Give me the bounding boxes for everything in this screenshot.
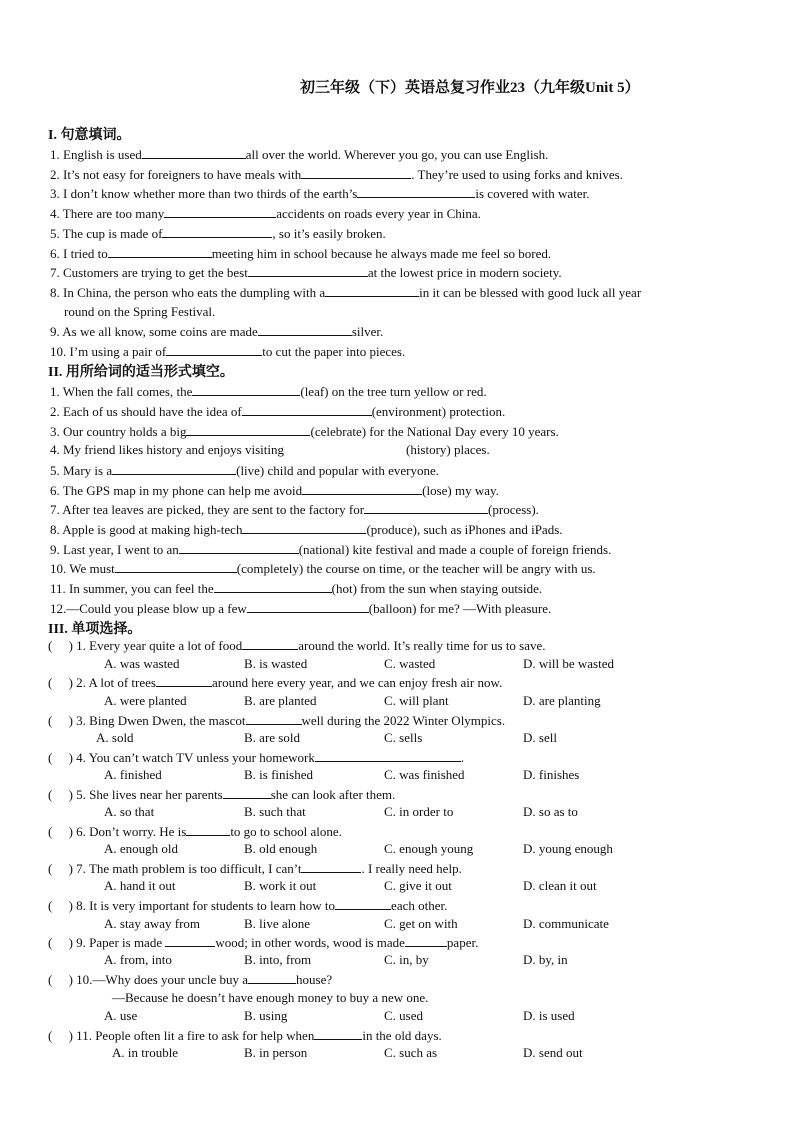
answer-blank[interactable] [115,559,237,573]
mc-q8-stem-end: each other. [391,898,448,913]
mc-q3 [48,711,505,730]
s1-item-3 [50,184,589,203]
s2-item-3-post: (celebrate) for the National Day every 10 years. [310,424,559,439]
s2-item-6-post: (lose) my way. [422,483,499,498]
mc-q5 [48,785,395,804]
answer-blank[interactable] [142,145,246,159]
mc-q8-option-b[interactable]: B. live alone [244,916,311,931]
answer-blank[interactable] [242,402,372,416]
s2-item-12-post: (balloon) for me? —With pleasure. [368,601,552,616]
section-3-heading: III. 单项选择。 [48,622,142,637]
mc-q6-option-c[interactable]: C. enough young [384,841,474,856]
s2-item-11 [50,579,542,598]
answer-blank[interactable] [179,540,299,554]
s2-item-7-pre: 7. After tea leaves are picked, they are sent to the factory for [50,502,365,517]
s1-item-9-post: silver. [351,324,384,339]
section-2-heading: II. 用所给词的适当形式填空。 [48,365,234,380]
mc-q11-option-c[interactable]: C. such as [384,1045,438,1060]
s2-item-6-pre: 6. The GPS map in my phone can help me avoid [50,483,303,498]
mc-q2-stem: ) 2. A lot of trees [68,675,156,690]
mc-q11-option-d[interactable]: D. send out [523,1045,583,1060]
mc-q6-option-b[interactable]: B. old enough [244,841,318,856]
mc-q8-stem: ) 8. It is very important for students to learn how to [68,898,336,913]
answer-blank[interactable] [258,322,352,336]
mc-q4-option-d[interactable]: D. finishes [523,767,580,782]
answer-blank [405,933,447,947]
s1-item-1 [50,145,548,164]
answer-paren[interactable]: ( [48,750,69,765]
answer-blank[interactable] [108,244,212,258]
s1-item-2 [50,165,623,184]
answer-paren[interactable]: ( [48,787,69,802]
answer-blank [301,859,361,873]
answer-blank[interactable] [166,342,262,356]
section-1-heading: I. 句意填词。 [48,128,131,143]
s2-item-8-post: (produce), such as iPhones and iPads. [366,522,563,537]
answer-paren[interactable]: ( [48,675,69,690]
mc-q7-option-a[interactable]: A. hand it out [104,878,176,893]
s1-item-2-post: . They’re used to using forks and knives. [411,167,623,182]
s2-item-11-post: (hot) from the sun when staying outside. [331,581,543,596]
s2-item-3 [50,422,559,441]
mc-q2-stem-end: around here every year, and we can enjoy fresh air now. [211,675,503,690]
s2-item-8 [50,520,563,539]
answer-blank [315,748,461,762]
mc-q10 [48,970,332,989]
mc-q10-stem-end: house? [296,972,333,987]
mc-q2-option-a[interactable]: A. were planted [104,693,187,708]
s2-item-4-pre: 4. My friend likes history and enjoys visiting [50,442,284,457]
answer-blank [242,636,298,650]
mc-q11-option-b[interactable]: B. in person [244,1045,308,1060]
s2-item-6 [50,481,499,500]
answer-blank [186,822,230,836]
s2-item-8-pre: 8. Apple is good at making high-tech [50,522,243,537]
s2-item-4-post: (history) places. [405,442,490,457]
answer-paren[interactable]: ( [48,972,69,987]
mc-q9-stem: ) 9. Paper is made [68,935,163,950]
mc-q9-stem-middle: wood; in other words, wood is made [215,935,405,950]
mc-q1-option-b[interactable]: B. is wasted [244,656,308,671]
mc-q1-option-d[interactable]: D. will be wasted [523,656,614,671]
answer-paren[interactable]: ( [48,861,69,876]
s2-item-10-pre: 10. We must [50,561,115,576]
s1-item-1-pre: 1. English is used [50,147,142,162]
s1-item-10-post: to cut the paper into pieces. [262,344,406,359]
mc-q2 [48,673,502,692]
s1-item-2-pre: 2. It’s not easy for foreigners to have meals with [50,167,302,182]
mc-q7-option-b[interactable]: B. work it out [244,878,317,893]
mc-q9-stem-end: paper. [446,935,479,950]
s2-item-4 [50,441,490,459]
s2-item-1-pre: 1. When the fall comes, the [50,384,193,399]
mc-q10-stem: ) 10.—Why does your uncle buy a [68,972,249,987]
mc-q7-option-d[interactable]: D. clean it out [523,878,597,893]
s1-item-5-pre: 5. The cup is made of [50,226,163,241]
mc-q10-option-c[interactable]: C. used [384,1008,423,1023]
mc-q4-stem-end: . [460,750,465,765]
s1-item-8-pre: 8. In China, the person who eats the dumpling with a [50,285,326,300]
answer-paren[interactable]: ( [48,638,69,653]
answer-paren[interactable]: ( [48,713,69,728]
mc-q3-stem-end: well during the 2022 Winter Olympics. [301,713,506,728]
s2-item-2 [50,402,505,421]
s1-item-7-post: at the lowest price in modern society. [367,265,562,280]
mc-q11 [48,1026,442,1045]
s2-item-5-pre: 5. Mary is a [50,463,113,478]
s2-item-9-pre: 9. Last year, I went to an [50,542,179,557]
mc-q7-stem: ) 7. The math problem is too difficult, I can’t [68,861,302,876]
s1-item-4 [50,204,481,223]
mc-q8-option-a[interactable]: A. stay away from [104,916,201,931]
s1-item-3-pre: 3. I don’t know whether more than two thirds of the earth’s [50,186,358,201]
s1-item-9 [50,322,383,341]
answer-paren[interactable]: ( [48,824,69,839]
mc-q10-option-b[interactable]: B. using [244,1008,288,1023]
mc-q1 [48,636,546,655]
mc-q3-stem: ) 3. Bing Dwen Dwen, the mascot [68,713,246,728]
s1-item-5 [50,224,386,243]
answer-blank[interactable] [186,422,310,436]
mc-q7-option-c[interactable]: C. give it out [384,878,452,893]
mc-q1-stem: ) 1. Every year quite a lot of food [68,638,243,653]
mc-q6-stem-end: to go to school alone. [230,824,342,839]
mc-q3-option-d[interactable]: D. sell [523,730,557,745]
mc-q7 [48,859,462,878]
answer-blank[interactable] [357,184,475,198]
answer-blank [165,933,215,947]
mc-q6 [48,822,342,841]
s1-item-6-post: meeting him in school because he always made me feel so bored. [211,246,552,261]
mc-q1-option-a[interactable]: A. was wasted [104,656,180,671]
mc-q11-stem: ) 11. People often lit a fire to ask for help when [68,1028,315,1043]
answer-blank [156,673,212,687]
s2-item-7-post: (process). [488,502,539,517]
answer-blank[interactable] [162,224,272,238]
answer-blank[interactable] [192,382,300,396]
mc-q10-option-a[interactable]: A. use [104,1008,138,1023]
answer-blank[interactable] [112,461,236,475]
s2-item-1 [50,382,487,401]
s2-item-10 [50,559,596,578]
s1-item-8-post: in it can be blessed with good luck all year [419,285,642,300]
mc-q2-option-c[interactable]: C. will plant [384,693,449,708]
s2-item-2-pre: 2. Each of us should have the idea of [50,404,242,419]
mc-q3-option-c[interactable]: C. sells [384,730,423,745]
mc-q8 [48,896,447,915]
mc-q9-option-a[interactable]: A. from, into [104,952,172,967]
mc-q4 [48,748,464,767]
mc-q1-option-c[interactable]: C. wasted [384,656,436,671]
s1-item-10-pre: 10. I’m using a pair of [50,344,167,359]
s1-item-6-pre: 6. I tried to [50,246,108,261]
mc-q8-option-c[interactable]: C. get on with [384,916,458,931]
mc-q4-option-a[interactable]: A. finished [104,767,162,782]
s2-item-12 [50,599,551,618]
mc-q5-option-a[interactable]: A. so that [104,804,155,819]
mc-q9-option-d[interactable]: D. by, in [523,952,568,967]
s2-item-5 [50,461,439,480]
answer-blank[interactable] [325,283,419,297]
mc-q5-option-b[interactable]: B. such that [244,804,306,819]
s1-item-9-pre: 9. As we all know, some coins are made [50,324,258,339]
s1-item-3-post: is covered with water. [475,186,590,201]
mc-q2-option-d[interactable]: D. are planting [523,693,601,708]
mc-q6-option-a[interactable]: A. enough old [104,841,179,856]
mc-q2-option-b[interactable]: B. are planted [244,693,317,708]
mc-q6-stem: ) 6. Don’t worry. He is [68,824,187,839]
answer-blank[interactable] [164,204,276,218]
s2-item-10-post: (completely) the course on time, or the teacher will be angry with us. [236,561,596,576]
answer-blank[interactable] [247,599,369,613]
mc-q11-stem-end: in the old days. [362,1028,442,1043]
mc-q10-option-d[interactable]: D. is used [523,1008,575,1023]
s1-item-5-post: , so it’s easily broken. [272,226,386,241]
mc-q10-response: —Because he doesn’t have enough money to buy a new one. [112,990,429,1005]
s2-item-9 [50,540,611,559]
answer-blank [223,785,271,799]
mc-q3-option-a[interactable]: A. sold [96,730,134,745]
answer-blank[interactable] [242,520,366,534]
mc-q1-stem-end: around the world. It’s really time for us to save. [298,638,546,653]
mc-q9-option-c[interactable]: C. in, by [384,952,429,967]
s1-item-7-pre: 7. Customers are trying to get the best [50,265,248,280]
s2-item-5-post: (live) child and popular with everyone. [236,463,439,478]
answer-blank[interactable] [302,481,422,495]
s1-item-6 [50,244,551,263]
s1-item-10 [50,342,405,361]
s2-item-2-post: (environment) protection. [371,404,506,419]
mc-q11-option-a[interactable]: A. in trouble [112,1045,179,1060]
answer-blank [335,896,391,910]
answer-blank [248,970,296,984]
mc-q5-option-c[interactable]: C. in order to [384,804,454,819]
answer-blank[interactable] [301,165,411,179]
mc-q7-stem-end: . I really need help. [361,861,462,876]
mc-q4-option-c[interactable]: C. was finished [384,767,465,782]
answer-blank[interactable] [214,579,332,593]
s2-item-7 [50,500,539,519]
answer-blank [246,711,302,725]
s2-item-3-pre: 3. Our country holds a big [50,424,187,439]
mc-q5-option-d[interactable]: D. so as to [523,804,578,819]
s2-item-9-post: (national) kite festival and made a couple of foreign friends. [298,542,612,557]
answer-blank[interactable] [364,500,488,514]
mc-q9 [48,933,478,952]
mc-q5-stem-end: she can look after them. [270,787,396,802]
s1-item-7 [50,263,562,282]
s2-item-1-post: (leaf) on the tree turn yellow or red. [300,384,487,399]
s1-item-8 [50,283,641,302]
mc-q6-option-d[interactable]: D. young enough [523,841,613,856]
mc-q3-option-b[interactable]: B. are sold [244,730,300,745]
answer-blank [314,1026,362,1040]
answer-paren[interactable]: ( [48,935,69,950]
s2-item-11-pre: 11. In summer, you can feel the [50,581,214,596]
s1-item-1-post: all over the world. Wherever you go, you can use English. [245,147,549,162]
answer-paren[interactable]: ( [48,1028,69,1043]
s1-item-8-continued: round on the Spring Festival. [64,304,216,319]
mc-q4-option-b[interactable]: B. is finished [244,767,313,782]
s1-item-4-post: accidents on roads every year in China. [276,206,481,221]
mc-q8-option-d[interactable]: D. communicate [523,916,609,931]
s1-item-4-pre: 4. There are too many [50,206,165,221]
page-title: 初三年级（下）英语总复习作业23（九年级Unit 5） [300,80,640,96]
answer-blank[interactable] [248,263,368,277]
s2-item-12-pre: 12.—Could you please blow up a few [50,601,247,616]
mc-q9-option-b[interactable]: B. into, from [244,952,312,967]
mc-q5-stem: ) 5. She lives near her parents [68,787,223,802]
mc-q4-stem: ) 4. You can’t watch TV unless your homework [68,750,315,765]
answer-paren[interactable]: ( [48,898,69,913]
